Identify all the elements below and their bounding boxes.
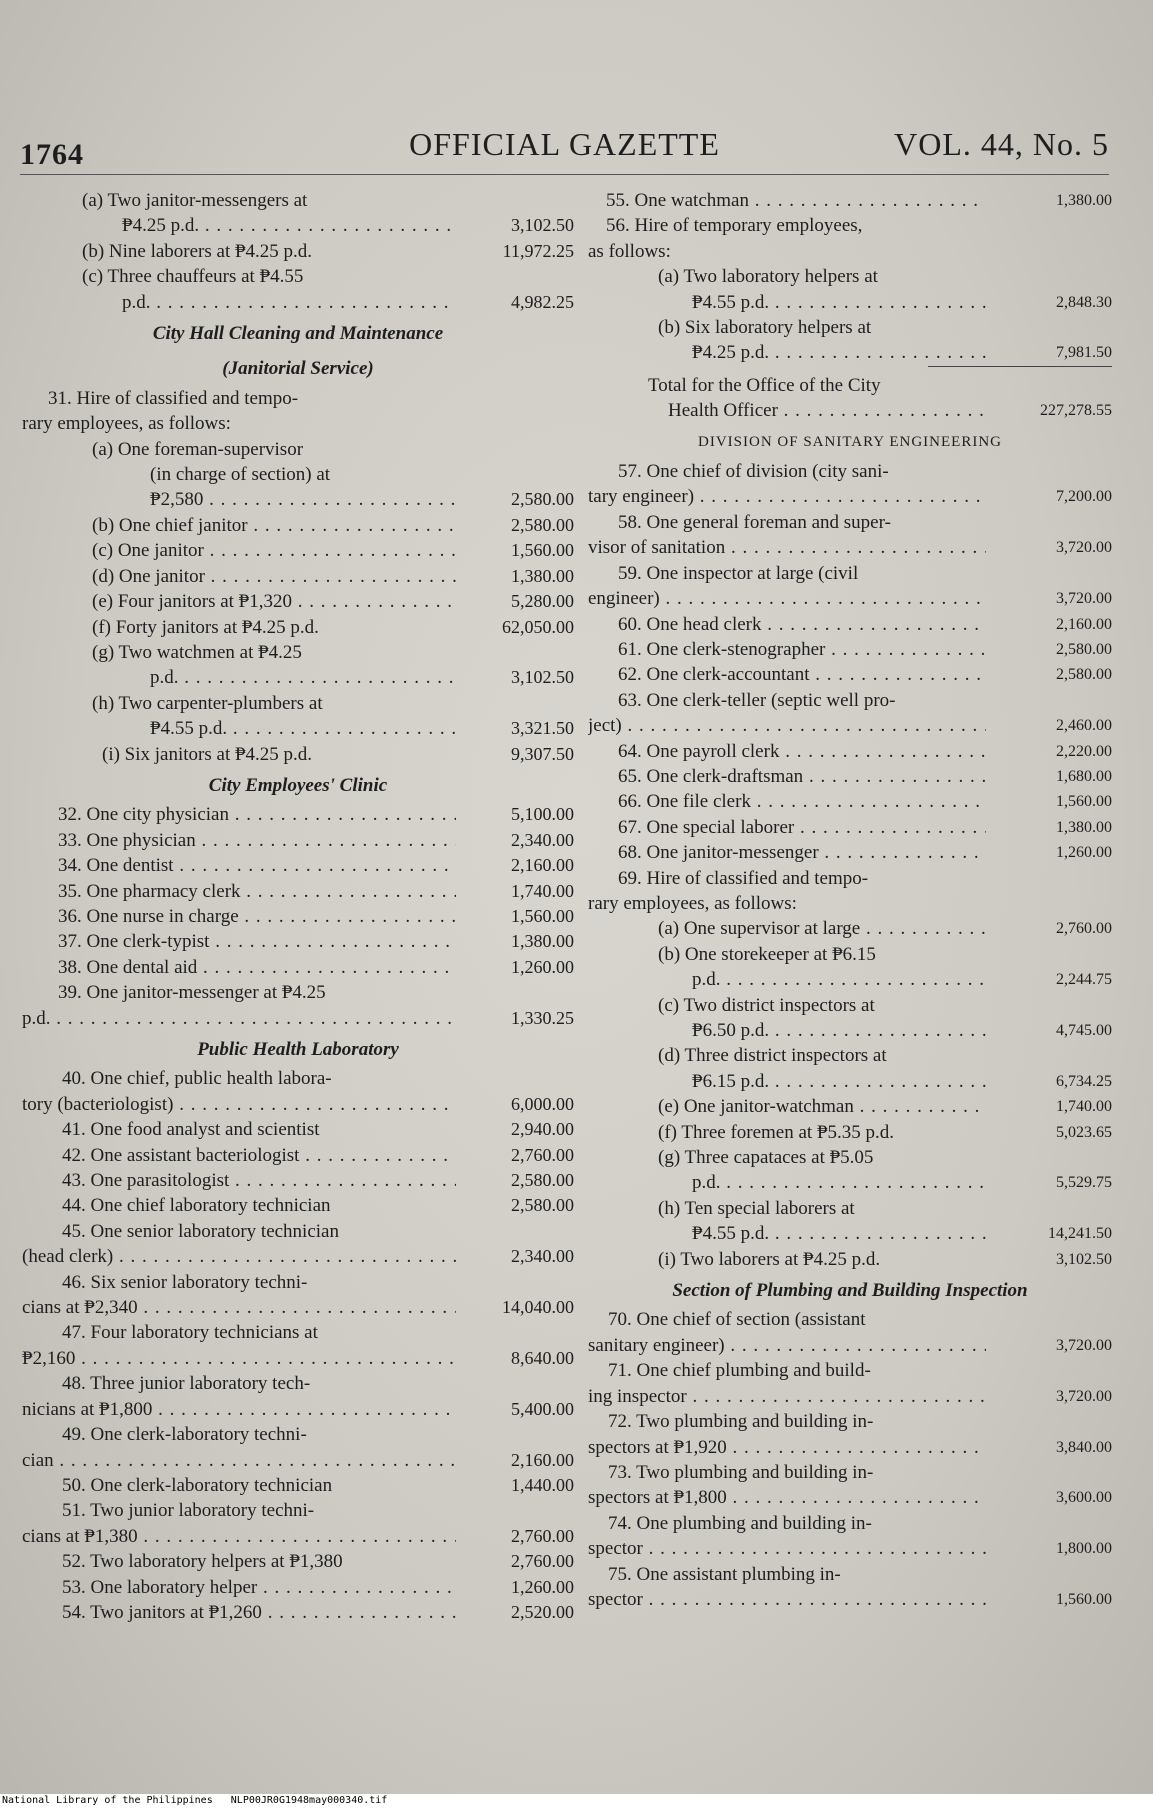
line-item-amount: 2,760.00 xyxy=(1056,920,1112,938)
line-item-amount: 5,529.75 xyxy=(1056,1174,1112,1192)
line-item-amount: 9,307.50 xyxy=(511,743,574,764)
text-line: (h) Two carpenter-plumbers at xyxy=(92,692,323,714)
line-item-text: 35. One pharmacy clerk . . . xyxy=(22,879,456,904)
line-item-text: tary engineer) . . . xyxy=(588,484,986,509)
line-item-amount: 3,720.00 xyxy=(1056,1387,1112,1405)
line-item-text: ₱6.15 p.d. . . . xyxy=(588,1069,986,1094)
line-item xyxy=(22,213,574,238)
line-item-text: 53. One laboratory helper . . . xyxy=(22,1575,456,1600)
line-item-text: p.d. . . . xyxy=(22,1006,456,1031)
text-line: (g) Two watchmen at ₱4.25 xyxy=(92,641,302,663)
text-line: 72. Two plumbing and building in- xyxy=(608,1411,874,1433)
line-item-amount: 5,100.00 xyxy=(511,804,574,825)
line-item-amount: 1,380.00 xyxy=(511,931,574,952)
line-item-amount: 1,740.00 xyxy=(511,880,574,901)
text-line: Total for the Office of the City xyxy=(648,374,881,396)
line-item-text: 67. One special laborer . . . xyxy=(588,815,986,840)
line-item xyxy=(22,1295,574,1320)
line-item-amount: 2,340.00 xyxy=(511,1246,574,1267)
line-item xyxy=(22,1549,574,1574)
text-line: (a) Two laboratory helpers at xyxy=(658,266,878,288)
line-item xyxy=(22,487,574,512)
line-item xyxy=(588,739,1112,764)
line-item-amount: 2,580.00 xyxy=(511,1170,574,1191)
line-item xyxy=(588,1247,1112,1272)
text-line: rary employees, as follows: xyxy=(22,413,231,435)
line-item-text: 68. One janitor-messenger . . . xyxy=(588,840,986,865)
line-item-amount: 1,380.00 xyxy=(1056,192,1112,209)
line-item-text: 54. Two janitors at ₱1,260 . . . xyxy=(22,1600,456,1625)
line-item-amount: 1,380.00 xyxy=(1056,818,1112,836)
left-column xyxy=(22,188,574,1625)
line-item-text: (c) One janitor . . . xyxy=(22,538,456,563)
text-line: 59. One inspector at large (civil xyxy=(618,562,859,584)
line-item xyxy=(588,1536,1112,1561)
line-item-amount: 1,740.00 xyxy=(1056,1098,1112,1116)
line-item-text: spectors at ₱1,920 . . . xyxy=(588,1435,986,1460)
line-item-amount: 14,040.00 xyxy=(502,1297,574,1318)
line-item-amount: 8,640.00 xyxy=(511,1347,574,1368)
line-item-text: (e) Four janitors at ₱1,320 . . . xyxy=(22,589,456,614)
text-line: 56. Hire of temporary employees, xyxy=(606,215,863,237)
line-item xyxy=(22,955,574,980)
line-item-amount: 2,160.00 xyxy=(511,1449,574,1470)
line-item xyxy=(588,1333,1112,1358)
section-heading: (Janitorial Service) xyxy=(222,358,374,380)
line-item xyxy=(588,1435,1112,1460)
line-item-text: 44. One chief laboratory technician xyxy=(62,1195,331,1217)
line-item-amount: 3,600.00 xyxy=(1056,1489,1112,1507)
line-item-amount: 2,580.00 xyxy=(1056,666,1112,684)
page-number: 1764 xyxy=(20,138,84,171)
line-item-text: ₱4.25 p.d. . . . xyxy=(22,213,456,238)
line-item-amount: 1,330.25 xyxy=(511,1007,574,1028)
text-line: 49. One clerk-laboratory techni- xyxy=(62,1424,307,1446)
line-item xyxy=(588,1170,1112,1195)
line-item xyxy=(588,1120,1112,1145)
line-item xyxy=(22,1117,574,1142)
text-line: 47. Four laboratory technicians at xyxy=(62,1322,318,1344)
line-item xyxy=(22,1448,574,1473)
line-item-text: ₱6.50 p.d. . . . xyxy=(588,1018,986,1043)
line-item-text: visor of sanitation . . . xyxy=(588,535,986,560)
line-item-amount: 6,000.00 xyxy=(511,1093,574,1114)
text-line: 58. One general foreman and super- xyxy=(618,511,891,533)
line-item xyxy=(588,340,1112,365)
line-item-text: (i) Two laborers at ₱4.25 p.d. xyxy=(658,1248,881,1270)
line-item-text: spector . . . xyxy=(588,1536,986,1561)
line-item-text: 38. One dental aid . . . xyxy=(22,955,456,980)
line-item-text: (f) Three foremen at ₱5.35 p.d. xyxy=(658,1121,895,1143)
line-item-amount: 2,580.00 xyxy=(511,489,574,510)
section-heading: City Hall Cleaning and Maintenance xyxy=(152,323,444,345)
line-item-text: ₱4.55 p.d. . . . xyxy=(22,716,456,741)
scan-footer xyxy=(0,1794,1153,1808)
line-item-text: (head clerk) . . . xyxy=(22,1244,456,1269)
line-item-amount: 3,321.50 xyxy=(511,718,574,739)
line-item-text: 61. One clerk-stenographer . . . xyxy=(588,637,986,662)
line-item-text: sanitary engineer) . . . xyxy=(588,1333,986,1358)
right-column xyxy=(588,188,1112,1612)
line-item xyxy=(22,589,574,614)
line-item-text: nicians at ₱1,800 . . . xyxy=(22,1397,456,1422)
text-line: (b) Six laboratory helpers at xyxy=(658,317,872,339)
line-item xyxy=(22,904,574,929)
text-line: 75. One assistant plumbing in- xyxy=(608,1563,841,1585)
line-item xyxy=(588,586,1112,611)
section-heading: City Employees' Clinic xyxy=(208,774,388,796)
text-line: 73. Two plumbing and building in- xyxy=(608,1461,874,1483)
text-line: 51. Two junior laboratory techni- xyxy=(62,1500,315,1522)
text-line: (a) One foreman-supervisor xyxy=(92,438,304,460)
line-item-text: (a) One supervisor at large . . . xyxy=(588,916,986,941)
line-item-text: 52. Two laboratory helpers at ₱1,380 xyxy=(62,1551,343,1573)
line-item-text: 62. One clerk-accountant . . . xyxy=(588,662,986,687)
line-item-text: 50. One clerk-laboratory technician xyxy=(62,1474,333,1496)
line-item-text: ing inspector . . . xyxy=(588,1384,986,1409)
line-item-amount: 2,848.30 xyxy=(1056,293,1112,311)
section-heading: DIVISION OF SANITARY ENGINEERING xyxy=(698,433,1002,450)
line-item xyxy=(22,802,574,827)
line-item xyxy=(22,290,574,315)
line-item-amount: 62,050.00 xyxy=(502,616,574,637)
line-item-amount: 3,102.50 xyxy=(511,667,574,688)
line-item xyxy=(22,615,574,640)
line-item xyxy=(22,879,574,904)
line-item-text: 33. One physician . . . xyxy=(22,828,456,853)
line-item xyxy=(22,1575,574,1600)
line-item-text: 34. One dentist . . . xyxy=(22,853,456,878)
line-item xyxy=(22,853,574,878)
line-item-amount: 1,260.00 xyxy=(1056,844,1112,862)
line-item xyxy=(588,484,1112,509)
line-item xyxy=(588,1094,1112,1119)
text-line: 48. Three junior laboratory tech- xyxy=(62,1373,311,1395)
line-item xyxy=(588,290,1112,315)
line-item xyxy=(22,1346,574,1371)
text-line: 45. One senior laboratory technician xyxy=(62,1220,339,1242)
line-item-amount: 7,200.00 xyxy=(1056,488,1112,506)
line-item-amount: 1,260.00 xyxy=(511,956,574,977)
line-item xyxy=(588,789,1112,814)
text-line: 39. One janitor-messenger at ₱4.25 xyxy=(58,982,326,1004)
line-item xyxy=(588,967,1112,992)
text-line: 70. One chief of section (assistant xyxy=(608,1309,866,1331)
line-item xyxy=(588,1018,1112,1043)
text-line: 71. One chief plumbing and build- xyxy=(608,1360,871,1382)
line-item xyxy=(588,840,1112,865)
line-item xyxy=(22,1092,574,1117)
line-item-text: tory (bacteriologist) . . . xyxy=(22,1092,456,1117)
line-item xyxy=(22,1524,574,1549)
line-item-text: (f) Forty janitors at ₱4.25 p.d. xyxy=(92,616,319,638)
line-item xyxy=(22,1600,574,1625)
line-item-amount: 2,244.75 xyxy=(1056,971,1112,989)
line-item xyxy=(22,1006,574,1031)
line-item-text: 65. One clerk-draftsman . . . xyxy=(588,764,986,789)
line-item-text: 36. One nurse in charge . . . xyxy=(22,904,456,929)
line-item-amount: 3,720.00 xyxy=(1056,590,1112,608)
line-item xyxy=(22,716,574,741)
line-item-amount: 1,560.00 xyxy=(1056,793,1112,811)
line-item-text: cians at ₱1,380 . . . xyxy=(22,1524,456,1549)
text-line: 31. Hire of classified and tempo- xyxy=(48,387,299,409)
section-heading: Public Health Laboratory xyxy=(197,1039,399,1060)
line-item xyxy=(588,764,1112,789)
line-item-text: 60. One head clerk . . . xyxy=(588,612,986,637)
line-item-amount: 227,278.55 xyxy=(1040,402,1112,420)
line-item xyxy=(22,538,574,563)
line-item xyxy=(588,1384,1112,1409)
text-line: (c) Three chauffeurs at ₱4.55 xyxy=(82,266,304,288)
page-header xyxy=(20,118,1109,175)
line-item-text: (e) One janitor-watchman . . . xyxy=(588,1094,986,1119)
line-item xyxy=(22,513,574,538)
volume-number: VOL. 44, No. 5 xyxy=(894,126,1109,162)
line-item-text: ₱4.55 p.d. . . . xyxy=(588,290,986,315)
line-item-text: 41. One food analyst and scientist xyxy=(62,1119,320,1141)
file-name: NLP00JR0G1948may000340.tif xyxy=(230,1795,388,1806)
text-line: (in charge of section) at xyxy=(150,464,331,486)
line-item-text: p.d. . . . xyxy=(22,290,456,315)
line-item xyxy=(22,1143,574,1168)
line-item-amount: 3,840.00 xyxy=(1056,1438,1112,1456)
line-item-amount: 2,580.00 xyxy=(511,1195,574,1216)
line-item-amount: 2,940.00 xyxy=(511,1119,574,1140)
line-item-amount: 5,280.00 xyxy=(511,591,574,612)
line-item-amount: 3,720.00 xyxy=(1056,1336,1112,1354)
line-item-text: ₱4.55 p.d. . . . xyxy=(588,1221,986,1246)
line-item xyxy=(22,828,574,853)
line-item-text: spector . . . xyxy=(588,1587,986,1612)
line-item-amount: 14,241.50 xyxy=(1048,1225,1112,1243)
text-line: 46. Six senior laboratory techni- xyxy=(62,1271,308,1293)
line-item-text: Health Officer . . . xyxy=(588,398,986,423)
line-item-amount: 7,981.50 xyxy=(1056,344,1112,362)
line-item xyxy=(22,239,574,264)
text-line: (g) Three capataces at ₱5.05 xyxy=(658,1147,874,1169)
text-line: 57. One chief of division (city sani- xyxy=(618,461,889,483)
line-item-amount: 1,560.00 xyxy=(511,540,574,561)
line-item-text: (b) One chief janitor . . . xyxy=(22,513,456,538)
line-item-amount: 4,745.00 xyxy=(1056,1022,1112,1039)
line-item-amount: 1,560.00 xyxy=(1056,1590,1112,1608)
line-item xyxy=(588,637,1112,662)
line-item xyxy=(588,1221,1112,1246)
text-line: (d) Three district inspectors at xyxy=(658,1045,887,1067)
line-item-amount: 4,982.25 xyxy=(511,291,574,312)
line-item-amount: 2,160.00 xyxy=(1056,615,1112,633)
text-line: (c) Two district inspectors at xyxy=(658,994,875,1016)
line-item-amount: 2,520.00 xyxy=(511,1601,574,1622)
line-item xyxy=(588,1069,1112,1094)
line-item-amount: 2,220.00 xyxy=(1056,742,1112,760)
section-heading: Section of Plumbing and Building Inspection xyxy=(672,1280,1028,1302)
line-item-amount: 11,972.25 xyxy=(502,240,574,261)
line-item xyxy=(588,398,1112,423)
line-item-amount: 3,720.00 xyxy=(1056,539,1112,557)
text-line: (h) Ten special laborers at xyxy=(658,1197,855,1219)
line-item-text: ₱4.25 p.d. . . . xyxy=(588,340,986,365)
line-item xyxy=(22,1168,574,1193)
line-item-text: ject) . . . xyxy=(588,713,986,738)
text-line: 69. Hire of classified and tempo- xyxy=(618,867,869,889)
line-item-text: (b) Nine laborers at ₱4.25 p.d. xyxy=(82,240,313,262)
line-item-amount: 3,102.50 xyxy=(1056,1250,1112,1268)
line-item-amount: 2,580.00 xyxy=(511,514,574,535)
text-line: 40. One chief, public health labora- xyxy=(62,1068,332,1090)
line-item xyxy=(22,1397,574,1422)
line-item-amount: 3,102.50 xyxy=(511,215,574,236)
text-line: 63. One clerk-teller (septic well pro- xyxy=(618,689,896,711)
text-line: (a) Two janitor-messengers at xyxy=(82,190,308,211)
line-item-text: cian . . . xyxy=(22,1448,456,1473)
line-item-amount: 2,340.00 xyxy=(511,829,574,850)
line-item-text: 37. One clerk-typist . . . xyxy=(22,929,456,954)
line-item-text: ₱2,160 . . . xyxy=(22,1346,456,1371)
line-item xyxy=(22,564,574,589)
line-item xyxy=(22,1244,574,1269)
line-item-amount: 2,160.00 xyxy=(511,855,574,876)
library-credit: National Library of the Philippines xyxy=(2,1795,213,1806)
text-line: (b) One storekeeper at ₱6.15 xyxy=(658,943,876,965)
line-item xyxy=(588,1587,1112,1612)
line-item-amount: 2,760.00 xyxy=(511,1551,574,1572)
line-item-text: 66. One file clerk . . . xyxy=(588,789,986,814)
line-item-amount: 2,460.00 xyxy=(1056,717,1112,735)
line-item xyxy=(22,1473,574,1498)
line-item xyxy=(588,188,1112,213)
line-item-text: p.d. . . . xyxy=(588,1170,986,1195)
line-item-amount: 2,760.00 xyxy=(511,1525,574,1546)
line-item-text: 55. One watchman . . . xyxy=(588,188,986,213)
line-item-text: p.d. . . . xyxy=(588,967,986,992)
line-item-amount: 2,760.00 xyxy=(511,1144,574,1165)
line-item-text: 42. One assistant bacteriologist . . . xyxy=(22,1143,456,1168)
line-item xyxy=(588,535,1112,560)
line-item-text: 64. One payroll clerk . . . xyxy=(588,739,986,764)
line-item-text: 32. One city physician . . . xyxy=(22,802,456,827)
total-divider xyxy=(928,366,1112,373)
line-item xyxy=(22,742,574,767)
line-item xyxy=(588,1485,1112,1510)
line-item xyxy=(588,916,1112,941)
line-item xyxy=(588,713,1112,738)
line-item-amount: 1,800.00 xyxy=(1056,1540,1112,1558)
line-item-text: (i) Six janitors at ₱4.25 p.d. xyxy=(102,743,313,765)
page-title: OFFICIAL GAZETTE xyxy=(409,126,720,162)
line-item xyxy=(588,662,1112,687)
line-item xyxy=(588,612,1112,637)
line-item xyxy=(22,929,574,954)
line-item-text: spectors at ₱1,800 . . . xyxy=(588,1485,986,1510)
line-item xyxy=(22,665,574,690)
line-item-amount: 6,734.25 xyxy=(1056,1072,1112,1090)
line-item-text: p.d. . . . xyxy=(22,665,456,690)
line-item xyxy=(22,1193,574,1218)
text-line: 74. One plumbing and building in- xyxy=(608,1512,872,1534)
line-item-text: ₱2,580 . . . xyxy=(22,487,456,512)
line-item-text: 43. One parasitologist . . . xyxy=(22,1168,456,1193)
line-item-amount: 1,560.00 xyxy=(511,905,574,926)
line-item-amount: 2,580.00 xyxy=(1056,640,1112,658)
line-item-text: engineer) . . . xyxy=(588,586,986,611)
line-item-text: cians at ₱2,340 . . . xyxy=(22,1295,456,1320)
line-item-amount: 1,440.00 xyxy=(511,1474,574,1495)
line-item-text: (d) One janitor . . . xyxy=(22,564,456,589)
line-item-amount: 1,260.00 xyxy=(511,1576,574,1597)
line-item-amount: 5,400.00 xyxy=(511,1398,574,1419)
line-item-amount: 1,680.00 xyxy=(1056,767,1112,785)
line-item-amount: 5,023.65 xyxy=(1056,1123,1112,1141)
text-line: rary employees, as follows: xyxy=(588,892,797,914)
line-item xyxy=(588,815,1112,840)
line-item-amount: 1,380.00 xyxy=(511,565,574,586)
text-line: as follows: xyxy=(588,240,671,262)
